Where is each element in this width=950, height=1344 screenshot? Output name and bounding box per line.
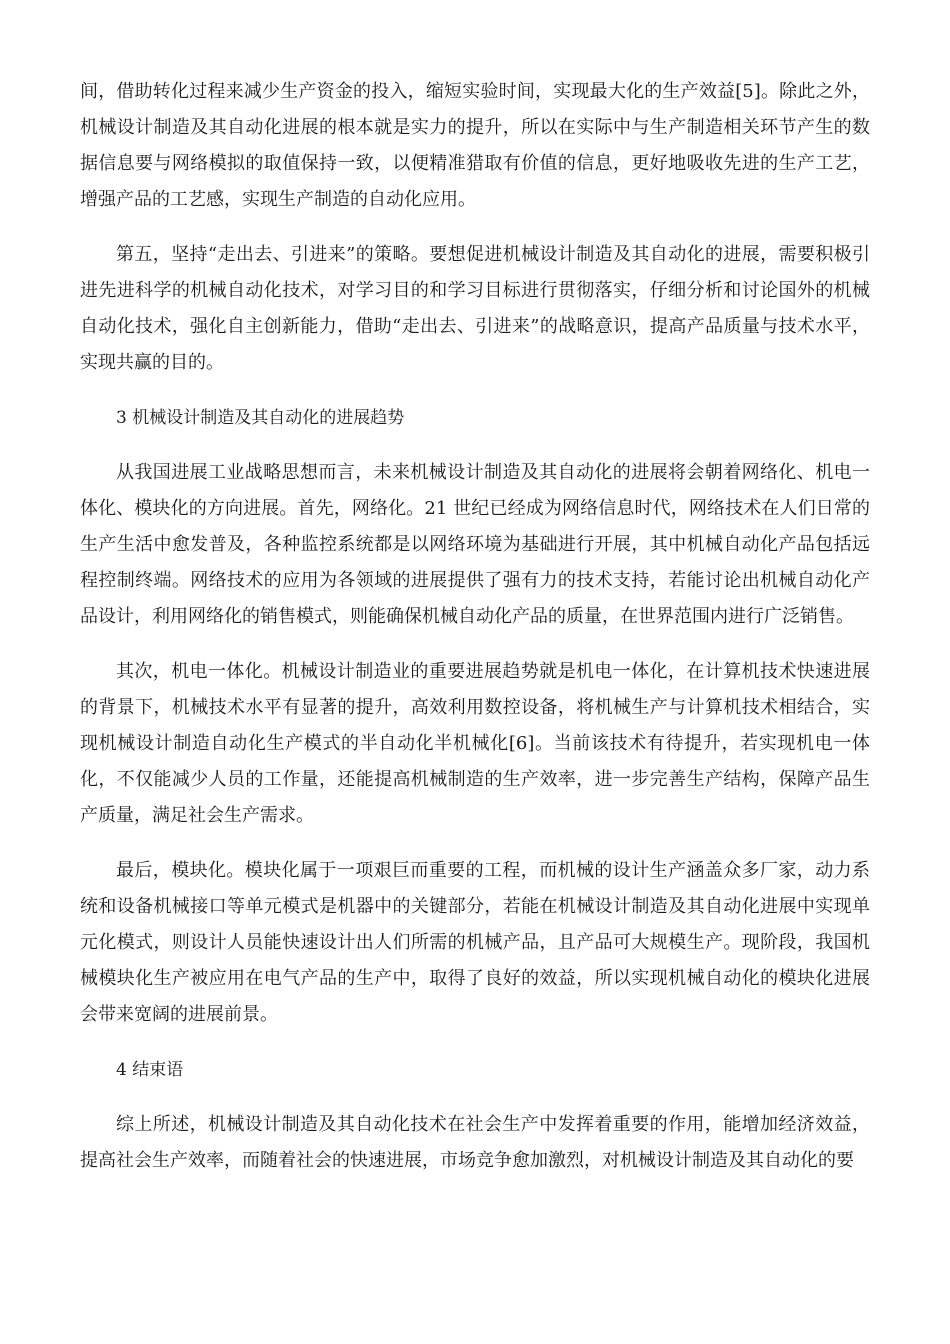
paragraph-strategy: 第五，坚持“走出去、引进来”的策略。要想促进机械设计制造及其自动化的进展，需要积极引进先进科学的机械自动化技术，对学习目的和学习目标进行贯彻落实，仔细分析和讨论国外的机械自动化技术，强化自主创新能力，借助“走出去、引进来”的战略意识，提高产品质量与技术水平，实现共赢的目的。 bbox=[80, 244, 870, 373]
paragraph-mechatronics: 其次，机电一体化。机械设计制造业的重要进展趋势就是机电一体化，在计算机技术快速进展的背景下，机械技术水平有显著的提升，高效利用数控设备，将机械生产与计算机技术相结合，实现机械设计制造自动化生产模式的半自动化半机械化[6]。当前该技术有待提升，若实现机电一体化，不仅能减少人员的工作量，还能提高机械制造的生产效率，进一步完善生产结构，保障产品生产质量，满足社会生产需求。 bbox=[80, 661, 870, 826]
document-page bbox=[80, 74, 870, 1198]
paragraph-networking: 从我国进展工业战略思想而言，未来机械设计制造及其自动化的进展将会朝着网络化、机电一体化、模块化的方向进展。首先，网络化。21 世纪已经成为网络信息时代，网络技术在人们日常的生产生活中愈发普及，各种监控系统都是以网络环境为基础进行开展，其中机械自动化产品包括远程控制终端。网络技术的应用为各领域的进展提供了强有力的技术支持，若能讨论出机械自动化产品设计，利用网络化的销售模式，则能确保机械自动化产品的质量，在世界范围内进行广泛销售。 bbox=[80, 462, 870, 627]
paragraph-conclusion: 综上所述，机械设计制造及其自动化技术在社会生产中发挥着重要的作用，能增加经济效益，提高社会生产效率，而随着社会的快速进展，市场竞争愈加激烈，对机械设计制造及其自动化的要 bbox=[80, 1114, 870, 1171]
paragraph-modularization: 最后，模块化。模块化属于一项艰巨而重要的工程，而机械的设计生产涵盖众多厂家，动力系统和设备机械接口等单元模式是机器中的关键部分，若能在机械设计制造及其自动化进展中实现单元化模式，则设计人员能快速设计出人们所需的机械产品，且产品可大规模生产。现阶段，我国机械模块化生产被应用在电气产品的生产中，取得了良好的效益，所以实现机械自动化的模块化进展会带来宽阔的进展前景。 bbox=[80, 860, 870, 1025]
paragraph-continued: 间，借助转化过程来减少生产资金的投入，缩短实验时间，实现最大化的生产效益[5]。除此之外，机械设计制造及其自动化进展的根本就是实力的提升，所以在实际中与生产制造相关环节产生的数据信息要与网络模拟的取值保持一致，以便精准猎取有价值的信息，更好地吸收先进的生产工艺，增强产品的工艺感，实现生产制造的自动化应用。 bbox=[80, 81, 870, 210]
section-heading-trends: 3 机械设计制造及其自动化的进展趋势 bbox=[116, 408, 405, 428]
section-heading-conclusion: 4 结束语 bbox=[116, 1060, 184, 1080]
